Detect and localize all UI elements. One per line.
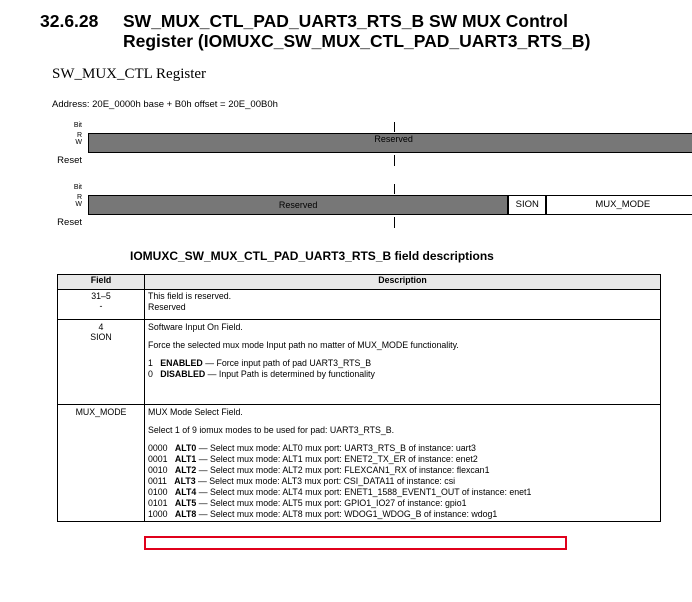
mode-name: ALT0 — [174, 443, 197, 453]
description-line: Select 1 of 9 iomux modes to be used for pad: UART3_RTS_B. — [148, 425, 395, 435]
mode-name: ALT1 — [174, 454, 197, 464]
mux-mode-list — [145, 443, 660, 520]
reset-label: Reset — [57, 155, 82, 166]
mode-code: 0001 — [148, 454, 168, 464]
mode-code: 0101 — [148, 498, 168, 508]
section-title-line2: Register (IOMUXC_SW_MUX_CTL_PAD_UART3_RTS_B) — [123, 31, 591, 51]
mode-description: — Select mux mode: ALT1 mux port: ENET2_TX_ER of instance: enet2 — [196, 454, 478, 464]
mode-description: — Select mux mode: ALT2 mux port: FLEXCAN1_RX of instance: flexcan1 — [196, 465, 490, 475]
field-bits: 31–5 — [91, 291, 111, 301]
description-line: Software Input On Field. — [148, 322, 243, 332]
description-line: Reserved — [148, 302, 186, 312]
mux-mode-field: MUX_MODE — [546, 195, 692, 215]
sion-field: SION — [508, 195, 546, 215]
table-row — [58, 290, 661, 320]
mode-code: 0100 — [148, 487, 168, 497]
table-row — [58, 405, 661, 522]
mux-mode-option — [145, 465, 660, 476]
mode-name: ALT8 — [174, 509, 197, 519]
table-row — [58, 320, 661, 405]
highlight-box — [144, 536, 567, 550]
mode-code: 0000 — [148, 443, 168, 453]
bit-label: Bit — [73, 122, 82, 129]
mode-description: — Select mux mode: ALT4 mux port: ENET1_1588_EVENT1_OUT of instance: enet1 — [196, 487, 532, 497]
option-line: 1 ENABLED — Force input path of pad UART3_RTS_B — [148, 358, 372, 368]
bit-divider — [394, 122, 395, 132]
mux-mode-option — [145, 443, 660, 454]
w-label: W — [75, 201, 82, 208]
field-name: MUX_MODE — [75, 407, 127, 417]
field-bits: 4 — [98, 322, 104, 332]
field-name: SION — [90, 332, 112, 342]
table-header-row — [58, 275, 661, 290]
bit-divider — [394, 217, 395, 228]
mux-mode-option — [145, 509, 660, 520]
w-label: W — [75, 139, 82, 146]
register-address: Address: 20E_0000h base + B0h offset = 20E_00B0h — [52, 99, 278, 110]
header-description: Description — [145, 275, 661, 290]
register-subtitle: SW_MUX_CTL Register — [52, 66, 207, 82]
reset-label: Reset — [57, 217, 82, 228]
mode-name: ALT4 — [174, 487, 197, 497]
mux-mode-option — [145, 476, 660, 487]
mux-mode-option — [145, 487, 660, 498]
mode-description: — Select mux mode: ALT8 mux port: WDOG1_WDOG_B of instance: wdog1 — [196, 509, 498, 519]
mux-mode-option — [145, 498, 660, 509]
reserved-field: Reserved — [88, 133, 692, 153]
mode-name: ALT5 — [174, 498, 197, 508]
mode-description: — Select mux mode: ALT0 mux port: UART3_RTS_B of instance: uart3 — [196, 443, 476, 453]
bit-divider — [394, 155, 395, 166]
field-descriptions-table — [57, 274, 661, 522]
bit-divider — [394, 184, 395, 194]
option-line: 0 DISABLED — Input Path is determined by functionality — [148, 369, 375, 379]
mux-mode-option — [145, 454, 660, 465]
section-title-line1: SW_MUX_CTL_PAD_UART3_RTS_B SW MUX Control — [123, 11, 568, 31]
description-line: This field is reserved. — [148, 291, 232, 301]
mode-name: ALT3 — [174, 476, 196, 486]
field-descriptions-title: IOMUXC_SW_MUX_CTL_PAD_UART3_RTS_B field descriptions — [130, 249, 494, 263]
reserved-field: Reserved — [88, 195, 508, 215]
mode-code: 1000 — [148, 509, 168, 519]
mode-code: 0011 — [148, 476, 167, 486]
mode-code: 0010 — [148, 465, 168, 475]
header-field: Field — [58, 275, 145, 290]
mode-name: ALT2 — [174, 465, 197, 475]
bit-label: Bit — [73, 184, 82, 191]
description-line: MUX Mode Select Field. — [148, 407, 243, 417]
mode-description: — Select mux mode: ALT3 mux port: CSI_DATA11 of instance: csi — [195, 476, 456, 486]
field-name: - — [99, 301, 103, 311]
section-number: 32.6.28 — [40, 11, 99, 31]
r-label: R — [76, 194, 82, 201]
description-line: Force the selected mux mode Input path no matter of MUX_MODE functionality. — [148, 340, 459, 350]
mode-description: — Select mux mode: ALT5 mux port: GPIO1_IO27 of instance: gpio1 — [196, 498, 467, 508]
r-label: R — [76, 132, 82, 139]
